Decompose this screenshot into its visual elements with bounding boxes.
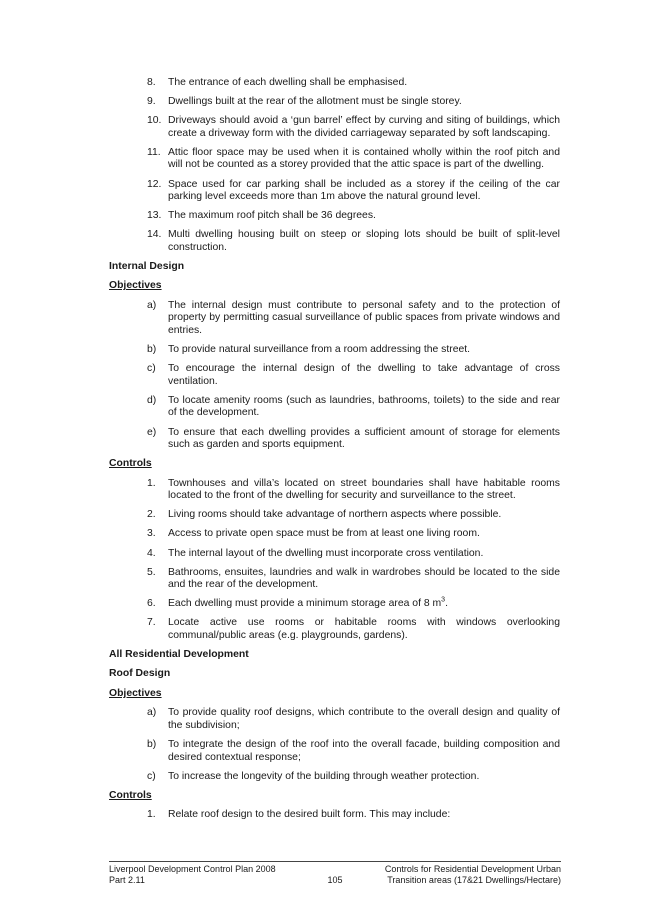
list-item (109, 229, 560, 254)
item-number: 11. (147, 146, 161, 158)
item-text: Bathrooms, ensuites, laundries and walk in wardrobes should be located to the side and the rear of the development. (168, 566, 560, 591)
footer-section-title-line1: Controls for Residential Development Urban (384, 864, 561, 874)
item-text: Access to private open space must be from at least one living room. (168, 528, 480, 540)
item-text: To encourage the internal design of the dwelling to take advantage of cross ventilation. (168, 363, 560, 387)
controls-heading: Controls (109, 458, 152, 470)
list-item (109, 739, 560, 764)
list-item (109, 115, 560, 140)
superscript: 3 (441, 596, 446, 604)
list-item (109, 509, 560, 522)
item-number: 9. (147, 96, 156, 108)
item-number: a) (147, 299, 157, 311)
list-item (109, 147, 560, 172)
item-text: Space used for car parking shall be included as a storey if the ceiling of the car parking level exceeds more than 1m above the natural ground level. (168, 178, 560, 203)
item-number: b) (147, 738, 157, 750)
footer-right (385, 864, 561, 886)
item-number: c) (147, 363, 156, 375)
item-text: Attic floor space may be used when it is contained wholly within the roof pitch and will not be counted as a storey provided that the attic space is part of the dwelling. (168, 146, 560, 171)
item-text: The internal design must contribute to personal safety and to the protection of property by permitting casual surveillance of public spaces from private windows and entries. (168, 299, 560, 336)
item-number: 3. (147, 528, 156, 540)
list-item (109, 395, 560, 420)
item-number: 8. (147, 77, 156, 88)
section-heading-internal-design: Internal Design (109, 261, 185, 273)
item-number: 4. (147, 547, 156, 559)
list-item (109, 548, 560, 561)
item-text: Townhouses and villa’s located on street boundaries shall have habitable rooms located to the front of the dwelling for security and surveillance to the street. (168, 477, 560, 502)
list-item (109, 567, 560, 592)
item-text: The entrance of each dwelling shall be emphasised. (168, 77, 408, 88)
item-text: Multi dwelling housing built on steep or sloping lots should be built of split-level construction. (168, 229, 560, 253)
item-text: To provide quality roof designs, which contribute to the overall design and quality of the subdivision; (168, 707, 560, 731)
item-text: The internal layout of the dwelling must incorporate cross ventilation. (168, 547, 484, 559)
item-number: 13. (147, 210, 162, 222)
item-number: 1. (147, 477, 156, 489)
item-text: The maximum roof pitch shall be 36 degrees. (168, 210, 376, 222)
item-number: 7. (147, 617, 156, 629)
item-text: To locate amenity rooms (such as laundries, bathrooms, toilets) to the side and rear of the development. (168, 394, 560, 419)
footer-part: Part 2.11 (109, 875, 145, 885)
list-item (109, 179, 560, 204)
period: . (445, 598, 448, 610)
section-heading-roof-design: Roof Design (109, 668, 171, 680)
objectives-heading: Objectives (109, 687, 162, 699)
list-item (109, 771, 560, 784)
item-number: 12. (147, 178, 162, 190)
list-item (109, 598, 560, 611)
page-content (109, 77, 560, 828)
item-text: Dwellings built at the rear of the allotment must be single storey. (168, 96, 462, 108)
footer-section-title-line2: Transition areas (17&21 Dwellings/Hectare) (387, 875, 561, 885)
page-number: 105 (327, 875, 343, 885)
section-heading-all-residential: All Residential Development (109, 649, 249, 661)
list-item (109, 363, 560, 388)
footer-left (109, 864, 276, 886)
list-item (109, 210, 560, 223)
item-text: To increase the longevity of the building through weather protection. (168, 770, 480, 782)
item-number: d) (147, 394, 157, 406)
item-number: a) (147, 707, 157, 719)
controls-heading: Controls (109, 789, 152, 801)
footer-document-title: Liverpool Development Control Plan 2008 (109, 864, 276, 874)
item-number: e) (147, 426, 157, 438)
item-text: To ensure that each dwelling provides a sufficient amount of storage for elements such as garden and sports equipment. (168, 426, 560, 451)
list-item (109, 707, 560, 732)
storage-text: Each dwelling must provide a minimum storage area of 8 m (168, 598, 442, 610)
item-number: 5. (147, 566, 156, 578)
item-text: Relate roof design to the desired built form. This may include: (168, 809, 451, 821)
list-item (109, 344, 560, 357)
item-number: 1. (147, 809, 156, 821)
list-item (109, 427, 560, 452)
item-text: Driveways should avoid a ‘gun barrel’ effect by curving and siting of buildings, which create a driveway form with the divided carriageway separated by soft landscaping. (168, 115, 560, 139)
objectives-heading: Objectives (109, 280, 162, 292)
list-item (109, 809, 560, 822)
item-number: b) (147, 344, 157, 356)
list-item (109, 77, 560, 90)
item-text: To integrate the design of the roof into the overall facade, building composition and desired contextual response; (168, 738, 560, 763)
item-number: 10. (147, 115, 162, 127)
list-item (109, 96, 560, 109)
item-text: Locate active use rooms or habitable rooms with windows overlooking communal/public areas (e.g. playgrounds, gardens). (168, 617, 560, 641)
list-item (109, 478, 560, 503)
item-text: Living rooms should take advantage of northern aspects where possible. (168, 509, 502, 521)
item-number: 2. (147, 509, 156, 521)
list-item (109, 300, 560, 338)
item-number: 6. (147, 598, 156, 610)
item-number: c) (147, 770, 156, 782)
list-item (109, 617, 560, 642)
item-number: 14. (147, 229, 162, 241)
footer-divider (109, 861, 561, 862)
item-text: To provide natural surveillance from a room addressing the street. (168, 344, 471, 356)
list-item (109, 528, 560, 541)
item-text (168, 598, 560, 611)
